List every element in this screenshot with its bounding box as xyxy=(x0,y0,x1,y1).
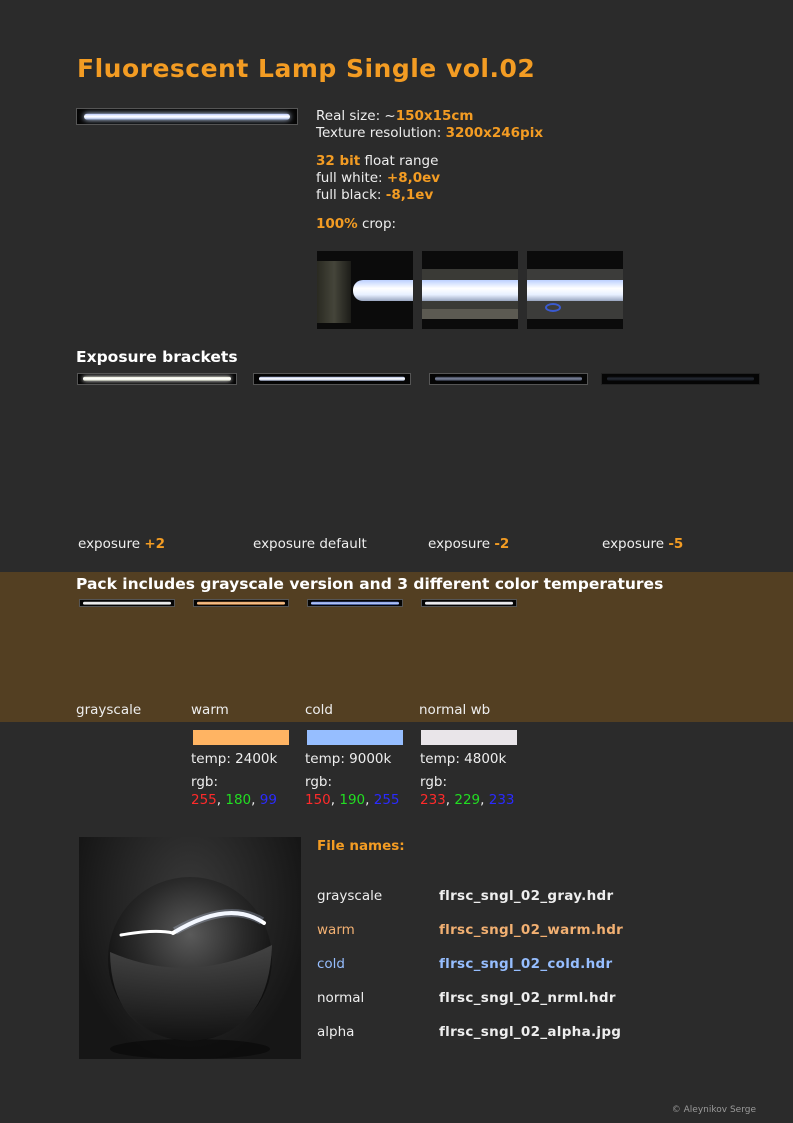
file-label-grayscale: grayscale xyxy=(317,888,383,904)
bit-depth-line: 32 bit float range xyxy=(316,153,439,169)
chrome-sphere-illustration xyxy=(79,837,301,1059)
exposure-minus5-image xyxy=(601,373,760,385)
exposure-label-minus2: exposure -2 xyxy=(428,536,510,552)
sphere-render-image xyxy=(79,837,301,1059)
warm-rgb-values: 255, 180, 99 xyxy=(191,792,277,808)
real-size-line: Real size: ~150x15cm xyxy=(316,108,474,124)
cold-temp: temp: 9000k xyxy=(305,751,392,767)
full-black-line: full black: -8,1ev xyxy=(316,187,434,203)
page-title: Fluorescent Lamp Single vol.02 xyxy=(77,54,536,83)
variant-label-warm: warm xyxy=(191,702,229,718)
variant-cold-image xyxy=(307,599,403,607)
cold-color-swatch xyxy=(307,730,403,745)
exposure-label-plus2: exposure +2 xyxy=(78,536,166,552)
exposure-label-default: exposure default xyxy=(253,536,367,552)
exposure-label-minus5: exposure -5 xyxy=(602,536,684,552)
warm-temp: temp: 2400k xyxy=(191,751,278,767)
variant-warm-image xyxy=(193,599,289,607)
file-names-heading: File names: xyxy=(317,838,405,854)
pack-band xyxy=(0,572,793,722)
full-white-line: full white: +8,0ev xyxy=(316,170,441,186)
file-name-normal: flrsc_sngl_02_nrml.hdr xyxy=(439,990,616,1006)
lamp-preview-image xyxy=(76,108,298,125)
normal-temp: temp: 4800k xyxy=(420,751,507,767)
texture-resolution-line: Texture resolution: 3200x246pix xyxy=(316,125,544,141)
pack-heading: Pack includes grayscale version and 3 different color temperatures xyxy=(76,575,664,593)
file-name-grayscale: flrsc_sngl_02_gray.hdr xyxy=(439,888,614,904)
variant-label-grayscale: grayscale xyxy=(76,702,142,718)
warm-rgb-label: rgb: xyxy=(191,774,218,790)
file-name-warm: flrsc_sngl_02_warm.hdr xyxy=(439,922,624,938)
cold-rgb-values: 150, 190, 255 xyxy=(305,792,400,808)
file-name-alpha: flrsc_sngl_02_alpha.jpg xyxy=(439,1024,622,1040)
exposure-plus2-image xyxy=(77,373,237,385)
crop-thumbnail-left xyxy=(317,251,413,329)
crop-line: 100% crop: xyxy=(316,216,397,232)
variant-normal-image xyxy=(421,599,517,607)
crop-thumbnail-middle xyxy=(422,251,518,329)
cold-rgb-label: rgb: xyxy=(305,774,332,790)
variant-grayscale-image xyxy=(79,599,175,607)
variant-label-normal: normal wb xyxy=(419,702,491,718)
file-label-alpha: alpha xyxy=(317,1024,355,1040)
crop-thumbnail-right xyxy=(527,251,623,329)
warm-color-swatch xyxy=(193,730,289,745)
exposure-minus2-image xyxy=(429,373,588,385)
variant-label-cold: cold xyxy=(305,702,334,718)
file-label-cold: cold xyxy=(317,956,346,972)
normal-color-swatch xyxy=(421,730,517,745)
exposure-heading: Exposure brackets xyxy=(76,348,238,366)
normal-rgb-label: rgb: xyxy=(420,774,447,790)
normal-rgb-values: 233, 229, 233 xyxy=(420,792,515,808)
file-label-warm: warm xyxy=(317,922,355,938)
file-label-normal: normal xyxy=(317,990,365,1006)
copyright-notice: © Aleynikov Serge xyxy=(671,1105,756,1115)
exposure-default-image xyxy=(253,373,411,385)
file-name-cold: flrsc_sngl_02_cold.hdr xyxy=(439,956,613,972)
